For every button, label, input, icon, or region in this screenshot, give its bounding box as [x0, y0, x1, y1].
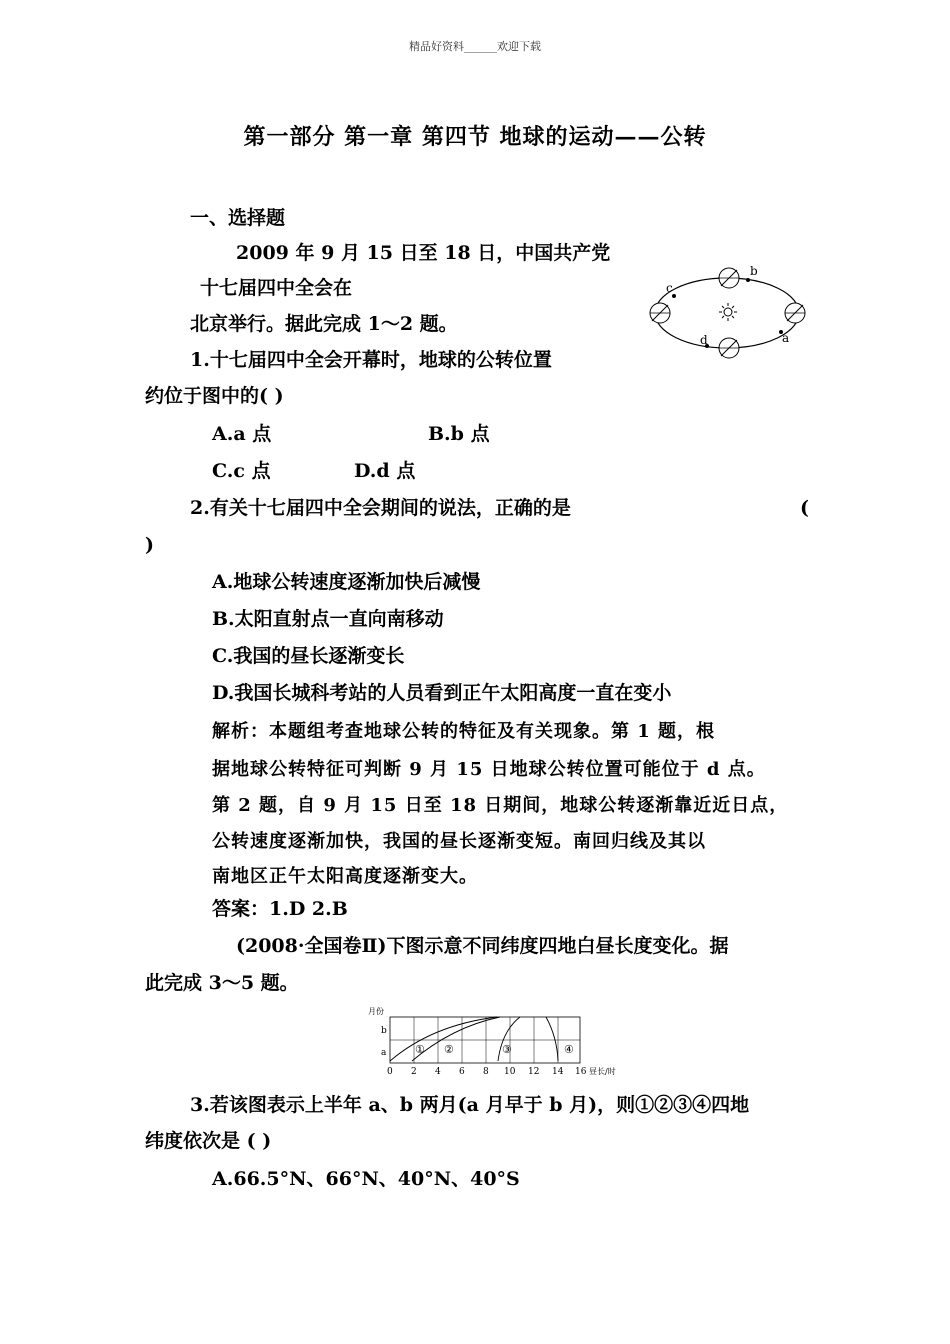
q2-paren-open: (	[800, 497, 809, 519]
q2-option-a: A.地球公转速度逐渐加快后减慢	[212, 571, 481, 593]
x-tick-14: 14	[552, 1067, 564, 1077]
curve-label-3: ③	[502, 1043, 512, 1056]
analysis-text-1: 本题组考查地球公转的特征及有关现象。第 1 题，根	[269, 721, 716, 742]
q1-option-c: C.c 点	[212, 460, 271, 482]
analysis-line-1	[212, 717, 715, 743]
section-heading: 一、选择题	[190, 207, 286, 229]
x-axis-label: 昼长/时	[589, 1067, 616, 1076]
analysis-line-2: 据地球公转特征可判断 9 月 15 日地球公转位置可能位于 d 点。	[212, 759, 766, 780]
analysis-line-4: 公转速度逐渐加快，我国的昼长逐渐变短。南回归线及其以	[212, 831, 706, 852]
q2-option-b: B.太阳直射点一直向南移动	[212, 608, 444, 630]
analysis-line-3: 第 2 题，自 9 月 15 日至 18 日期间，地球公转逐渐靠近近日点，	[212, 795, 789, 816]
earth-right	[785, 303, 805, 323]
intro2-line-1: (2008·全国卷Ⅱ)下图示意不同纬度四地白昼长度变化。据	[236, 935, 729, 957]
q3-stem-2: 纬度依次是 ( )	[145, 1130, 272, 1152]
x-tick-10: 10	[504, 1067, 516, 1077]
x-tick-16: 16	[575, 1067, 587, 1077]
curve-label-4: ④	[564, 1043, 574, 1056]
x-tick-8: 8	[483, 1067, 489, 1077]
intro-line-1: 2009 年 9 月 15 日至 18 日，中国共产党	[236, 242, 611, 264]
label-c: c	[666, 281, 673, 295]
point-b	[746, 278, 750, 282]
earth-top	[719, 268, 739, 288]
x-tick-12: 12	[528, 1067, 540, 1077]
x-tick-0: 0	[387, 1067, 393, 1077]
y-tick-a: a	[381, 1048, 387, 1058]
earth-bottom	[719, 338, 739, 358]
curve-2	[412, 1017, 500, 1061]
intro-line-3: 北京举行。据此完成 1～2 题。	[190, 313, 458, 335]
q2-stem-1: 2.有关十七届四中全会期间的说法，正确的是	[190, 497, 571, 519]
intro2-line-2: 此完成 3～5 题。	[145, 972, 299, 994]
q1-stem-2: 约位于图中的( )	[145, 385, 284, 407]
label-a: a	[782, 331, 790, 345]
y-axis-label: 月份	[368, 1007, 384, 1016]
analysis-line-5: 南地区正午太阳高度逐渐变大。	[212, 866, 478, 887]
analysis-label: 解析：	[212, 721, 269, 742]
q2-paren-close: )	[145, 534, 154, 556]
q3-stem-1: 3.若该图表示上半年 a、b 两月(a 月早于 b 月)，则①②③④四地	[190, 1094, 750, 1116]
q1-option-b: B.b 点	[428, 423, 490, 445]
page-title: 第一部分 第一章 第四节 地球的运动——公转	[243, 124, 707, 150]
q2-option-d: D.我国长城科考站的人员看到正午太阳高度一直在变小	[212, 682, 672, 704]
label-b: b	[750, 264, 758, 278]
q1-option-a: A.a 点	[212, 423, 272, 445]
page-header: 精品好资料______欢迎下载	[409, 40, 541, 53]
x-tick-4: 4	[435, 1067, 441, 1077]
sun-icon	[719, 303, 737, 321]
x-tick-6: 6	[459, 1067, 465, 1077]
q2-option-c: C.我国的昼长逐渐变长	[212, 645, 405, 667]
answer: 答案：1.D 2.B	[212, 898, 348, 920]
q1-option-d: D.d 点	[354, 460, 416, 482]
label-d: d	[700, 333, 708, 347]
q3-option-a: A.66.5°N、66°N、40°N、40°S	[212, 1168, 520, 1190]
curve-4	[546, 1017, 558, 1061]
orbit-diagram	[640, 258, 815, 368]
curve-label-2: ②	[444, 1043, 454, 1056]
intro-line-2: 十七届四中全会在	[200, 277, 353, 299]
daylight-chart	[362, 1003, 642, 1081]
earth-left	[650, 303, 670, 323]
y-tick-b: b	[381, 1026, 387, 1036]
q1-stem-1: 1.十七届四中全会开幕时，地球的公转位置	[190, 349, 552, 371]
curve-label-1: ①	[415, 1043, 425, 1056]
x-tick-2: 2	[411, 1067, 417, 1077]
